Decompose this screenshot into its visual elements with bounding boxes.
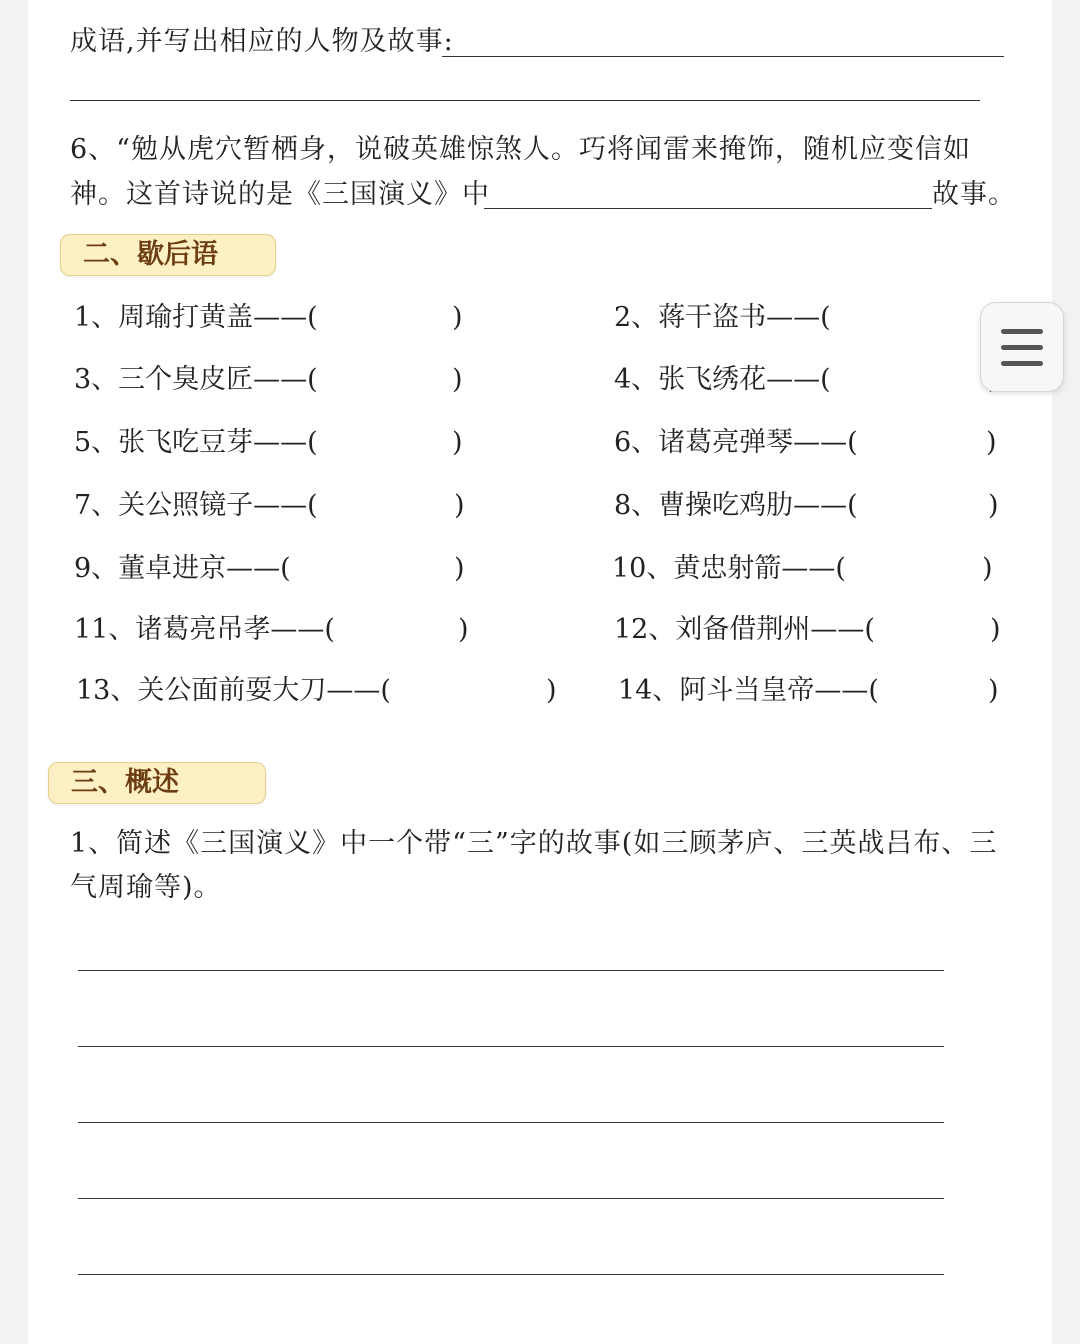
list-item: 10、黄忠射箭——( (612, 553, 846, 584)
question-6-line1: 6、“勉从虎穴暂栖身，说破英雄惊煞人。巧将闻雷来掩饰，随机应变信如 (70, 134, 971, 165)
list-item: 7、关公照镜子——( (74, 490, 318, 521)
closing-paren: ) (982, 553, 993, 584)
list-item: 12、刘备借荆州——( (614, 614, 875, 645)
answer-line (78, 1198, 944, 1199)
closing-paren: ) (986, 427, 997, 458)
summary-question-line2: 气周瑜等)。 (70, 872, 222, 903)
list-item: 8、曹操吃鸡肋——( (614, 490, 858, 521)
closing-paren: ) (990, 614, 1001, 645)
section-title: 三、概述 (71, 767, 179, 798)
answer-line (484, 208, 932, 209)
list-item: 13、关公面前耍大刀——( (76, 675, 391, 706)
worksheet-page (28, 0, 1052, 1344)
list-item: 5、张飞吃豆芽——( (74, 427, 318, 458)
section-title: 二、歇后语 (83, 239, 218, 270)
answer-line (78, 1122, 944, 1123)
answer-line (78, 970, 944, 971)
closing-paren: ) (546, 675, 557, 706)
answer-line (78, 1274, 944, 1275)
list-item: 1、周瑜打黄盖——( (74, 302, 318, 333)
question-6-line2-suffix: 故事。 (932, 179, 1016, 210)
list-item: 3、三个臭皮匠——( (74, 364, 318, 395)
list-item: 4、张飞绣花——( (614, 364, 831, 395)
question-6-line2-prefix: 神。这首诗说的是《三国演义》中 (70, 179, 490, 210)
floating-menu-button[interactable] (980, 302, 1064, 392)
section-header-summary (48, 762, 266, 804)
idiom-instruction: 成语,并写出相应的人物及故事: (70, 26, 454, 57)
list-item: 9、董卓进京——( (74, 553, 291, 584)
closing-paren: ) (458, 614, 469, 645)
section-header-xiehouyu (60, 234, 276, 276)
closing-paren: ) (452, 427, 463, 458)
list-item: 6、诸葛亮弹琴——( (614, 427, 858, 458)
answer-line (442, 56, 1004, 57)
closing-paren: ) (452, 364, 463, 395)
closing-paren: ) (454, 490, 465, 521)
list-item: 14、阿斗当皇帝——( (618, 675, 879, 706)
list-item: 2、蒋干盗书——( (614, 302, 831, 333)
summary-question-line1: 1、简述《三国演义》中一个带“三”字的故事(如三顾茅庐、三英战吕布、三 (70, 828, 998, 859)
closing-paren: ) (988, 675, 999, 706)
answer-line (70, 100, 980, 101)
closing-paren: ) (988, 490, 999, 521)
closing-paren: ) (454, 553, 465, 584)
closing-paren: ) (452, 302, 463, 333)
list-item: 11、诸葛亮吊孝——( (74, 614, 335, 645)
answer-line (78, 1046, 944, 1047)
